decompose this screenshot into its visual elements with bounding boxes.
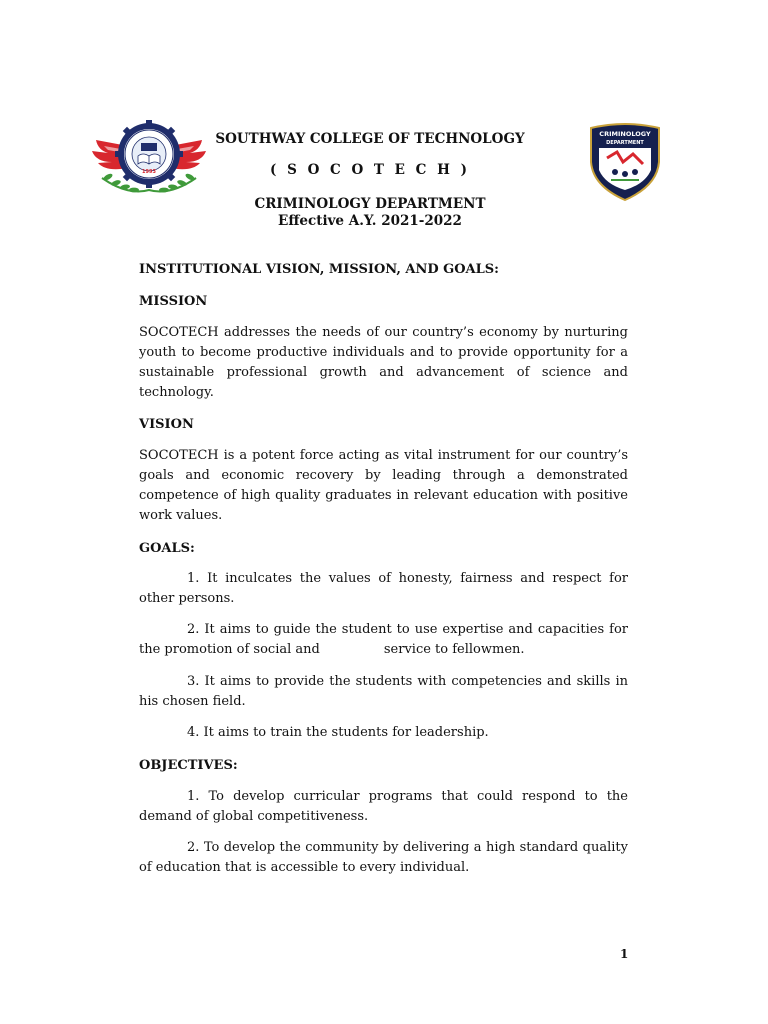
academic-year: Effective A.Y. 2021-2022	[278, 213, 462, 229]
goal-item	[139, 620, 628, 660]
objective-item: 1. To develop curricular programs that could respond to the demand of global competitiveness.	[139, 789, 628, 824]
goal-text-part: service to fellowmen.	[383, 642, 525, 657]
goal-item: 4. It aims to train the students for leadership.	[187, 725, 489, 740]
page-number: 1	[620, 947, 629, 961]
goal-item: 3. It aims to provide the students with competencies and skills in his chosen field.	[139, 674, 628, 709]
college-name: SOUTHWAY COLLEGE OF TECHNOLOGY	[215, 131, 525, 147]
goals-heading: GOALS:	[139, 541, 195, 556]
department-name: CRIMINOLOGY DEPARTMENT	[254, 196, 486, 212]
goal-item: 1. It inculcates the values of honesty, fairness and respect for other persons.	[139, 571, 628, 606]
mission-heading: MISSION	[139, 294, 208, 309]
svg-text:1993: 1993	[142, 169, 156, 175]
mission-text: SOCOTECH addresses the needs of our country’s economy by nurturing youth to become productive individuals and to provide opportunity for a sustainable professional growth and advancement of science and technology.	[139, 325, 628, 400]
institutional-heading: INSTITUTIONAL VISION, MISSION, AND GOALS:	[139, 262, 499, 277]
objectives-heading: OBJECTIVES:	[139, 758, 238, 773]
criminology-shield-logo	[587, 122, 663, 202]
svg-text:CRIMINOLOGY: CRIMINOLOGY	[599, 130, 651, 138]
vision-heading: VISION	[139, 417, 194, 432]
goal-text-part: 2. It aims to guide the student to use expertise and capacities for the promotion of social and	[139, 622, 628, 657]
college-abbreviation: ( S O C O T E C H )	[270, 162, 470, 178]
svg-text:DEPARTMENT: DEPARTMENT	[606, 140, 644, 146]
vision-text: SOCOTECH is a potent force acting as vital instrument for our country’s goals and economic recovery by leading through a demonstrated competence of high quality graduates in relevant education with positive work values.	[139, 448, 628, 523]
objective-item: 2. To develop the community by delivering a high standard quality of education that is accessible to every individual.	[139, 840, 628, 875]
